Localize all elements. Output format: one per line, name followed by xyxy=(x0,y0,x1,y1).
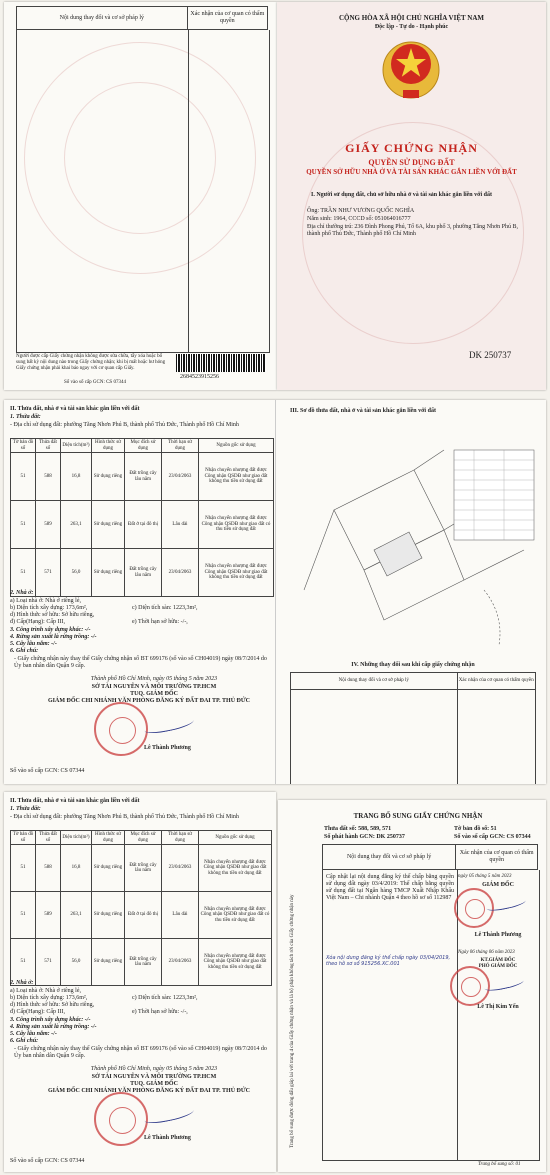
cell: Nhận chuyển nhượng đất được Công nhận QSDĐ như giao đất không thu tiền sử dụng đất xyxy=(199,845,272,892)
supplement-page xyxy=(278,800,546,1172)
cell: Sử dụng riêng xyxy=(92,939,125,986)
other-works: 3. Công trình xây dựng khác: -/- xyxy=(10,627,91,633)
table-row xyxy=(11,549,274,597)
house-line-dd: đ) Cấp(Hạng): Cấp III, xyxy=(10,1009,65,1015)
certificate-title: GIẤY CHỨNG NHẬN xyxy=(345,141,478,155)
land-table xyxy=(10,438,274,597)
cell: 23/04/2063 xyxy=(162,845,199,892)
gcn-page-2-copy xyxy=(4,792,276,1172)
national-emblem-icon xyxy=(381,34,441,106)
supplement-footer: Trang bổ sung số: 01 xyxy=(478,1162,521,1167)
col-changes: Nội dung thay đổi và cơ sở pháp lý xyxy=(323,845,456,870)
table-frame xyxy=(16,30,270,353)
serial-number: DK 250737 xyxy=(469,350,512,360)
cell: 56,0 xyxy=(61,549,92,597)
other-works: 3. Công trình xây dựng khác: -/- xyxy=(10,1017,91,1023)
entry-2-role-1: KT.GIÁM ĐỐC xyxy=(480,958,516,963)
warning-note: Người được cấp Giấy chứng nhận không được sửa chữa, tẩy xóa hoặc bổ sung bất kỳ nội dung nào trong Giấy chứng nhận; khi bị mất hoặc hư hỏng Giấy chứng nhận phải khai báo ngay với cơ quan cấp Giấy. xyxy=(16,354,166,371)
col-confirm: Xác nhận của cơ quan có thẩm quyền xyxy=(187,7,267,30)
entry-2-text: Xóa nội dung đăng ký thế chấp ngày 03/04/2019, theo hồ sơ số 915256.XC.001 xyxy=(326,955,451,967)
house-heading: 2. Nhà ở: xyxy=(10,980,34,986)
entry-2-signer: Lê Thị Kim Yến xyxy=(477,1004,519,1010)
cell: Lâu dài xyxy=(162,892,199,939)
col-area: Diện tích(m²) xyxy=(61,831,92,845)
cell: Sử dụng riêng xyxy=(92,892,125,939)
map-title: III. Sơ đồ thửa đất, nhà ở và tài sản khác gắn liền với đất xyxy=(290,408,436,414)
plot-map xyxy=(294,440,542,650)
col-map-sheet: Tờ bản đồ số xyxy=(11,831,36,845)
house-line-b: b) Diện tích xây dựng: 173,6m², xyxy=(10,605,88,611)
notes-heading: 6. Ghi chú: xyxy=(10,1038,39,1044)
cell: Đất ở tại đô thị xyxy=(125,892,162,939)
col-changes: Nội dung thay đổi và cơ sở pháp lý xyxy=(291,673,458,690)
owner-name: Ông: TRẦN NHƯ VƯƠNG QUỐC NGHĨA xyxy=(307,208,415,214)
land-plot-heading: 1. Thửa đất: xyxy=(10,806,41,812)
cell: Đất trồng cây lâu năm xyxy=(125,845,162,892)
house-line-a: a) Loại nhà ở: Nhà ở riêng lẻ, xyxy=(10,598,81,604)
cell: Sử dụng riêng xyxy=(92,549,125,597)
land-address: - Địa chỉ sử dụng đất: phường Tăng Nhơn Phú B, thành phố Thủ Đức, Thành phố Hồ Chí Minh xyxy=(10,814,239,820)
signer-name: Lê Thành Phương xyxy=(144,745,191,751)
col-purpose: Mục đích sử dụng xyxy=(125,439,162,453)
perennial: 5. Cây lâu năm: -/- xyxy=(10,1031,57,1037)
nation-name: CỘNG HÒA XÃ HỘI CHỦ NGHĨA VIỆT NAM xyxy=(338,14,484,22)
cell: 263,1 xyxy=(61,892,92,939)
cell: Đất ở tại đô thị xyxy=(125,501,162,549)
changes-title: IV. Những thay đổi sau khi cấp giấy chứng nhận xyxy=(351,662,475,668)
table-row xyxy=(11,939,272,986)
barcode-number: 2684523915256 xyxy=(180,374,219,380)
cell: 51 xyxy=(11,845,36,892)
house-line-c: c) Diện tích sàn: 1223,3m², xyxy=(132,605,198,611)
cell: 571 xyxy=(36,939,61,986)
cell: 588 xyxy=(36,453,61,501)
changes-table xyxy=(290,672,536,784)
plot-numbers: Thửa đất số: 588, 589, 571 xyxy=(324,826,392,832)
notes-text: - Giấy chứng nhận này thay thế Giấy chứng nhận số BT 699176 (số vào sổ CH04019) ngày 08/7/2014 do Ủy ban nhân dân Quận 9 cấp. xyxy=(14,656,267,669)
cell: Đất trồng cây lâu năm xyxy=(125,453,162,501)
barcode xyxy=(176,354,266,372)
land-table xyxy=(10,830,272,986)
official-seal xyxy=(450,966,490,1006)
house-line-dd: đ) Cấp(Hạng): Cấp III, xyxy=(10,619,65,625)
director-title: GIÁM ĐỐC CHI NHÁNH VĂN PHÒNG ĐĂNG KÝ ĐẤT ĐAI TP. THỦ ĐỨC xyxy=(48,698,250,704)
col-purpose: Mục đích sử dụng xyxy=(125,831,162,845)
col-plot: Thửa đất số xyxy=(36,439,61,453)
col-plot: Thửa đất số xyxy=(36,831,61,845)
registry-number: Số vào sổ cấp GCN: CS 07344 xyxy=(454,834,531,840)
house-line-d: d) Hình thức sở hữu: Sở hữu riêng, xyxy=(10,1002,95,1008)
col-map-sheet: Tờ bản đồ số xyxy=(11,439,36,453)
house-line-b: b) Diện tích xây dựng: 173,6m², xyxy=(10,995,88,1001)
cell: Lâu dài xyxy=(162,501,199,549)
place-date: Thành phố Hồ Chí Minh, ngày 05 tháng 5 năm 2023 xyxy=(90,676,218,682)
place-date: Thành phố Hồ Chí Minh, ngày 05 tháng 5 năm 2023 xyxy=(90,1066,218,1072)
col-confirm: Xác nhận của cơ quan có thẩm quyền xyxy=(457,673,535,690)
supplement-table-body xyxy=(322,870,540,1161)
cell: Sử dụng riêng xyxy=(92,501,125,549)
forest: 4. Rừng sản xuất là rừng trồng: -/- xyxy=(10,634,97,640)
col-origin: Nguồn gốc sử dụng xyxy=(199,439,274,453)
col-term: Thời hạn sử dụng xyxy=(162,831,199,845)
section-title: II. Thửa đất, nhà ở và tài sản khác gắn liền với đất xyxy=(10,798,140,804)
cell: Sử dụng riêng xyxy=(92,845,125,892)
house-line-d: d) Hình thức sở hữu: Sở hữu riêng, xyxy=(10,612,95,618)
official-seal xyxy=(94,1092,148,1146)
certificate-subtitle-2: QUYỀN SỞ HỮU NHÀ Ở VÀ TÀI SẢN KHÁC GẮN LIỀN VỚI ĐẤT xyxy=(306,168,517,176)
table-row xyxy=(11,892,272,939)
cell: 51 xyxy=(11,892,36,939)
cell: 56,0 xyxy=(61,939,92,986)
cell: 23/04/2063 xyxy=(162,939,199,986)
cell: Đất trồng cây lâu năm xyxy=(125,549,162,597)
registry-number: Số vào sổ cấp GCN: CS 07344 xyxy=(64,380,126,385)
house-heading: 2. Nhà ở: xyxy=(10,590,34,596)
land-address: - Địa chỉ sử dụng đất: phường Tăng Nhơn Phú B, thành phố Thủ Đức, Thành phố Hồ Chí Minh xyxy=(10,422,239,428)
cell: Sử dụng riêng xyxy=(92,453,125,501)
signer-name: Lê Thành Phương xyxy=(144,1135,191,1141)
forest: 4. Rừng sản xuất là rừng trồng: -/- xyxy=(10,1024,97,1030)
entry-1-role: GIÁM ĐỐC xyxy=(482,882,514,888)
cell xyxy=(457,690,535,785)
issuing-org: SỞ TÀI NGUYÊN VÀ MÔI TRƯỜNG TP.HCM xyxy=(91,1074,217,1080)
cell: Đất trồng cây lâu năm xyxy=(125,939,162,986)
house-line-c: c) Diện tích sàn: 1223,3m², xyxy=(132,995,198,1001)
cell: 51 xyxy=(11,453,36,501)
table-row xyxy=(11,501,274,549)
col-usage-form: Hình thức sử dụng xyxy=(92,439,125,453)
cell: Nhận chuyển nhượng đất được Công nhận QSDĐ như giao đất có thu tiền sử dụng đất xyxy=(199,892,272,939)
cell: Nhận chuyển nhượng đất được Công nhận QSDĐ như giao đất không thu tiền sử dụng đất xyxy=(199,549,274,597)
cell: 16,8 xyxy=(61,453,92,501)
col-origin: Nguồn gốc sử dụng xyxy=(199,831,272,845)
land-plot-heading: 1. Thửa đất: xyxy=(10,414,41,420)
table-header-row xyxy=(11,439,274,453)
certificate-subtitle-1: QUYỀN SỬ DỤNG ĐẤT xyxy=(368,158,455,167)
section-title: II. Thửa đất, nhà ở và tài sản khác gắn liền với đất xyxy=(10,406,140,412)
cell: 16,8 xyxy=(61,845,92,892)
col-usage-form: Hình thức sử dụng xyxy=(92,831,125,845)
official-seal xyxy=(94,702,148,756)
cell: 51 xyxy=(11,501,36,549)
cell: 263,1 xyxy=(61,501,92,549)
map-sheet: Tờ bản đồ số: 51 xyxy=(454,826,497,832)
cell: 23/04/2063 xyxy=(162,549,199,597)
signature xyxy=(143,715,194,736)
cell: Nhận chuyển nhượng đất được Công nhận QSDĐ như giao đất không thu tiền sử dụng đất xyxy=(199,453,274,501)
cell xyxy=(291,690,458,785)
signature xyxy=(143,1105,194,1126)
cell: 23/04/2063 xyxy=(162,453,199,501)
col-changes: Nội dung thay đổi và cơ sở pháp lý xyxy=(17,7,188,30)
gcn-front xyxy=(277,2,546,390)
section-title: I. Người sử dụng đất, chủ sở hữu nhà ở và tài sản khác gắn liền với đất xyxy=(311,192,492,198)
cell: 571 xyxy=(36,549,61,597)
issue-number: Số phát hành GCN: DK 250737 xyxy=(324,834,405,840)
entry-2-date: Ngày 06 tháng 06 năm 2023 xyxy=(458,950,515,955)
cell: 589 xyxy=(36,892,61,939)
side-note: Trang bổ sung được đóng dấu giáp lai với trang 4 của Giấy chứng nhận và là bộ phận không tách rời của Giấy chứng nhận này xyxy=(290,894,296,1148)
table-header-row xyxy=(11,831,272,845)
cell: 51 xyxy=(11,939,36,986)
table-row xyxy=(11,845,272,892)
notes-text: - Giấy chứng nhận này thay thế Giấy chứng nhận số BT 699176 (số vào sổ CH04019) ngày 08/7/2014 do Ủy ban nhân dân Quận 9 cấp. xyxy=(14,1046,267,1059)
cell: 588 xyxy=(36,845,61,892)
registry-number: Số vào sổ cấp GCN: CS 07344 xyxy=(10,1158,85,1164)
entry-1-date: ngày 05 tháng 5 năm 2023 xyxy=(458,874,512,879)
house-line-e: e) Thời hạn sở hữu: -/-, xyxy=(132,1009,188,1015)
owner-id: Năm sinh: 1964, CCCD số: 051064016777 xyxy=(307,216,411,222)
cell: Nhận chuyển nhượng đất được Công nhận QSDĐ như giao đất có thu tiền sử dụng đất xyxy=(199,501,274,549)
entry-1-text: Cập nhật lại nội dung đăng ký thế chấp bằng quyền sử dụng đất ngày 03/4/2019: Thế chấp bằng quyền sử dụng đất tại Ngân hàng TMCP Xuất Nhập Khẩu Việt Nam – Chi nhánh Quận 4 theo hồ sơ số 112987 xyxy=(326,874,454,901)
table-row xyxy=(11,453,274,501)
house-line-a: a) Loại nhà ở: Nhà ở riêng lẻ, xyxy=(10,988,81,994)
changes-table-header xyxy=(16,6,268,30)
owner-address: Địa chỉ thường trú: 236 Đình Phong Phú, Tổ 6A, khu phố 3, phường Tăng Nhơn Phú B, thành phố Thủ Đức, Thành phố Hồ Chí Minh xyxy=(307,224,518,237)
col-confirm: Xác nhận của cơ quan có thẩm quyền xyxy=(456,845,538,870)
tuq-role: TUQ. GIÁM ĐỐC xyxy=(130,1081,178,1087)
tuq-role: TUQ. GIÁM ĐỐC xyxy=(130,691,178,697)
cell: 51 xyxy=(11,549,36,597)
entry-2-role-2: PHÓ GIÁM ĐỐC xyxy=(478,964,518,969)
gcn-page-2 xyxy=(4,400,546,784)
registry-number: Số vào sổ cấp GCN: CS 07344 xyxy=(10,768,85,774)
supplement-table xyxy=(322,844,538,870)
house-line-e: e) Thời hạn sở hữu: -/-, xyxy=(132,619,188,625)
cell: Nhận chuyển nhượng đất được Công nhận QSDĐ như giao đất không thu tiền sử dụng đất xyxy=(199,939,272,986)
perennial: 5. Cây lâu năm: -/- xyxy=(10,641,57,647)
cell: 589 xyxy=(36,501,61,549)
gcn-cover-inside xyxy=(4,2,277,390)
notes-heading: 6. Ghi chú: xyxy=(10,648,39,654)
entry-1-signer: Lê Thành Phương xyxy=(474,932,522,938)
issuing-org: SỞ TÀI NGUYÊN VÀ MÔI TRƯỜNG TP.HCM xyxy=(91,684,217,690)
supplement-title: TRANG BỔ SUNG GIẤY CHỨNG NHẬN xyxy=(353,812,483,820)
col-area: Diện tích(m²) xyxy=(61,439,92,453)
col-term: Thời hạn sử dụng xyxy=(162,439,199,453)
director-title: GIÁM ĐỐC CHI NHÁNH VĂN PHÒNG ĐĂNG KÝ ĐẤT ĐAI TP. THỦ ĐỨC xyxy=(48,1088,250,1094)
motto: Độc lập - Tự do - Hạnh phúc xyxy=(374,24,449,30)
